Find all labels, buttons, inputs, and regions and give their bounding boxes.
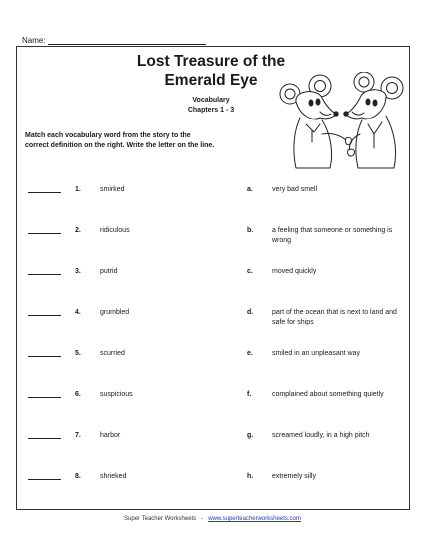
item-number: 2. [75, 227, 81, 234]
answer-blank-line[interactable] [28, 274, 61, 275]
definition-text: moved quickly [272, 268, 317, 275]
vocabulary-word: harbor [100, 432, 121, 439]
item-number: 1. [75, 186, 81, 193]
vocabulary-word: putrid [100, 268, 118, 275]
definition-text: screamed loudly, in a high pitch [272, 432, 370, 439]
footer-url-link[interactable]: www.superteacherworksheets.com [208, 516, 301, 522]
definition-text: a feeling that someone or something is wrong [272, 227, 393, 244]
item-number: 7. [75, 432, 81, 439]
footer [0, 516, 425, 522]
definition-letter: d. [247, 309, 254, 316]
answer-blank-line[interactable] [28, 192, 61, 193]
item-number: 5. [75, 350, 81, 357]
subtitle-line-1: Vocabulary [192, 97, 230, 104]
answer-blank-line[interactable] [28, 233, 61, 234]
item-number: 6. [75, 391, 81, 398]
name-blank-line[interactable] [48, 36, 206, 45]
definition-text: complained about something quietly [272, 391, 384, 398]
definition-letter: a. [247, 186, 253, 193]
definition-letter: e. [247, 350, 253, 357]
definition-text: smiled in an unpleasant way [272, 350, 360, 357]
answer-blank-line[interactable] [28, 315, 61, 316]
name-label: Name: [22, 36, 46, 45]
vocabulary-word: scurried [100, 350, 125, 357]
instructions [25, 131, 265, 151]
definition-letter: b. [247, 227, 254, 234]
definition-letter: c. [247, 268, 253, 275]
subtitle-line-2: Chapters 1 - 3 [187, 106, 235, 114]
vocabulary-word: suspicious [100, 391, 133, 398]
title-line-2: Emerald Eye [164, 72, 258, 89]
answer-blank-line[interactable] [28, 397, 61, 398]
footer-brand: Super Teacher Worksheets [124, 516, 197, 522]
instructions-line-2: correct definition on the right. Write the letter on the line. [25, 142, 215, 149]
definition-text: part of the ocean that is next to land and safe for ships [272, 309, 397, 326]
name-field [22, 36, 206, 45]
answer-blank-line[interactable] [28, 438, 61, 439]
item-number: 3. [75, 268, 81, 275]
vocabulary-word: grumbled [100, 309, 130, 316]
definition-text: extremely silly [272, 473, 316, 480]
footer-separator: - [201, 516, 204, 522]
vocabulary-word: ridiculous [100, 227, 130, 234]
two-mice-illustration-icon [276, 72, 406, 172]
answer-blank-line[interactable] [28, 479, 61, 480]
definition-letter: h. [247, 473, 254, 480]
vocabulary-word: shrieked [100, 473, 127, 480]
vocabulary-word: smirked [100, 186, 125, 193]
answer-blank-line[interactable] [28, 356, 61, 357]
title-line-1: Lost Treasure of the [136, 53, 286, 70]
definition-letter: g. [247, 432, 254, 439]
definition-text: very bad smell [272, 186, 318, 193]
instructions-line-1: Match each vocabulary word from the story to the [25, 132, 191, 139]
worksheet-subtitle [158, 96, 264, 115]
item-number: 8. [75, 473, 81, 480]
item-number: 4. [75, 309, 81, 316]
definition-letter: f. [247, 391, 252, 398]
